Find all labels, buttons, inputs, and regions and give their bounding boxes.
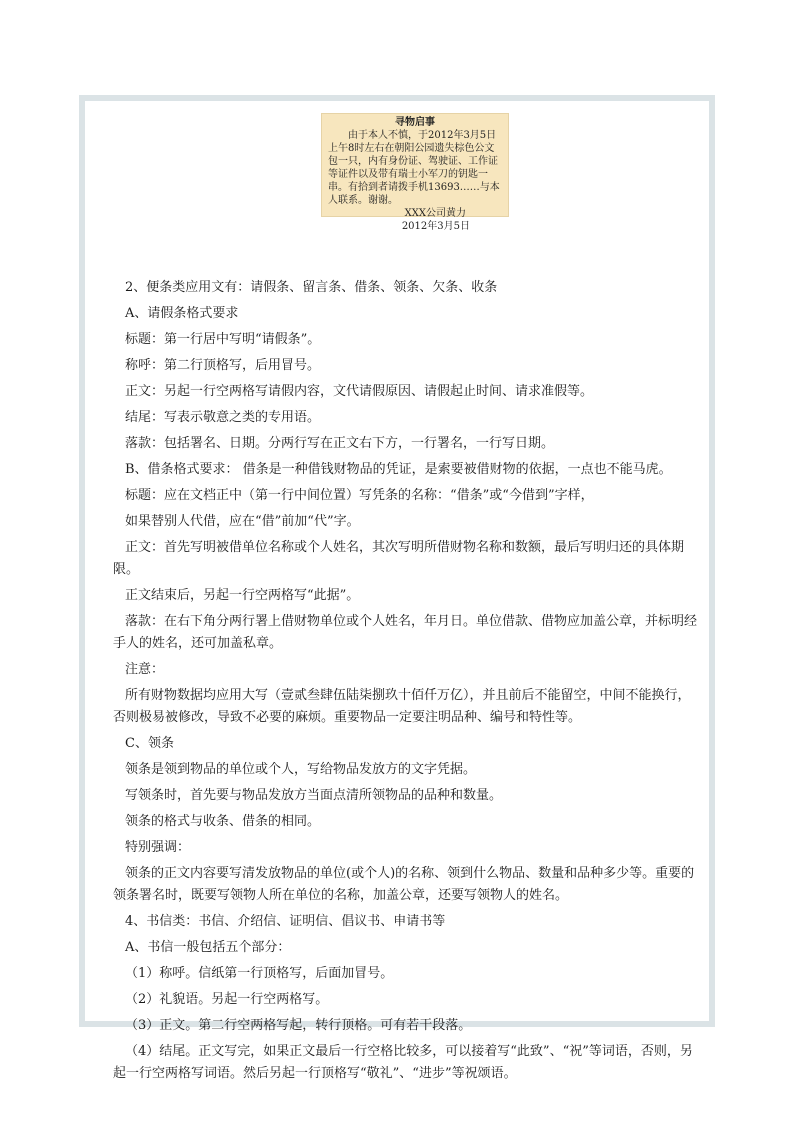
paragraph: 落款：包括署名、日期。分两行写在正文右下方，一行署名，一行写日期。 [125,436,555,451]
paragraph: 领条的正文内容要写清发放物品的单位(或个人)的名称、领到什么物品、数量和品种多少等。重要的领条署名时，既要写领物人所在单位的名称，加盖公章，还要写领物人的姓名。 [113,866,695,903]
paragraph: 正文：首先写明被借单位名称或个人姓名，其次写明所借财物名称和数额，最后写明归还的具体期限。 [113,540,685,577]
document-body [113,277,701,1089]
notice-date: 2012年3月5日 [401,221,470,232]
paragraph: （4）结尾。正文写完，如果正文最后一行空格比较多，可以接着写“此致”、“祝”等词语，否则，另起一行空两格写词语。然后另起一行顶格写“敬礼”、“进步”等祝颂语。 [113,1044,693,1081]
paragraph: 注意： [125,662,165,677]
paragraph: 特别强调： [125,840,191,855]
paragraph: A、书信一般包括五个部分： [125,940,291,955]
paragraph: （3）正文。第二行空两格写起，转行顶格。可有若干段落。 [125,1018,472,1033]
paragraph: C、领条 [125,736,174,751]
paragraph: 正文结束后，另起一行空两格写“此据”。 [125,588,360,603]
paragraph: 标题：应在文档正中（第一行中间位置）写凭条的名称：“借条”或“今借到”字样， [125,488,594,503]
paragraph: 2、便条类应用文有：请假条、留言条、借条、领条、欠条、收条 [125,280,498,295]
notice-signer: XXX公司黄力 [404,208,466,219]
paragraph: （2）礼貌语。另起一行空两格写。 [125,992,329,1007]
paragraph: 写领条时，首先要与物品发放方当面点清所领物品的品种和数量。 [125,788,503,803]
paragraph: 称呼：第二行顶格写，后用冒号。 [125,358,321,373]
paragraph: 所有财物数据均应用大写（壹贰叁肆伍陆柒捌玖十佰仟万亿），并且前后不能留空，中间不能换行，否则极易被修改，导致不必要的麻烦。重要物品一定要注明品种、编号和特性等。 [113,688,691,725]
paragraph: 落款：在右下角分两行署上借财物单位或个人姓名，年月日。单位借款、借物应加盖公章，并标明经手人的姓名，还可加盖私章。 [113,614,698,651]
paragraph: 4、书信类：书信、介绍信、证明信、倡议书、申请书等 [125,914,446,929]
paragraph: 如果替别人代借，应在“借”前加“代”字。 [125,514,360,529]
page-frame [79,95,715,1081]
paragraph: 领条的格式与收条、借条的相同。 [125,814,321,829]
paragraph: 正文：另起一行空两格写请假内容，文代请假原因、请假起止时间、请求准假等。 [125,384,594,399]
paragraph: （1）称呼。信纸第一行顶格写，后面加冒号。 [125,966,394,981]
paragraph: A、请假条格式要求 [125,306,239,321]
paragraph: 标题：第一行居中写明“请假条”。 [125,332,321,347]
lost-item-notice-image [321,113,509,232]
paragraph: 领条是领到物品的单位或个人，写给物品发放方的文字凭据。 [125,762,477,777]
paragraph: B、借条格式要求： 借条是一种借钱财物品的凭证，是索要被借财物的依据，一点也不能马虎。 [125,462,672,477]
notice-title: 寻物启事 [395,117,435,128]
paragraph: 结尾：写表示敬意之类的专用语。 [125,410,321,425]
notice-body: 由于本人不慎，于2012年3月5日上午8时左右在朝阳公园遗失棕色公文包一只，内有身份证、驾驶证、工作证等证件以及带有瑞士小军刀的钥匙一串。有拾到者请拨手机13693……与本人联系。谢谢。 [328,130,500,206]
